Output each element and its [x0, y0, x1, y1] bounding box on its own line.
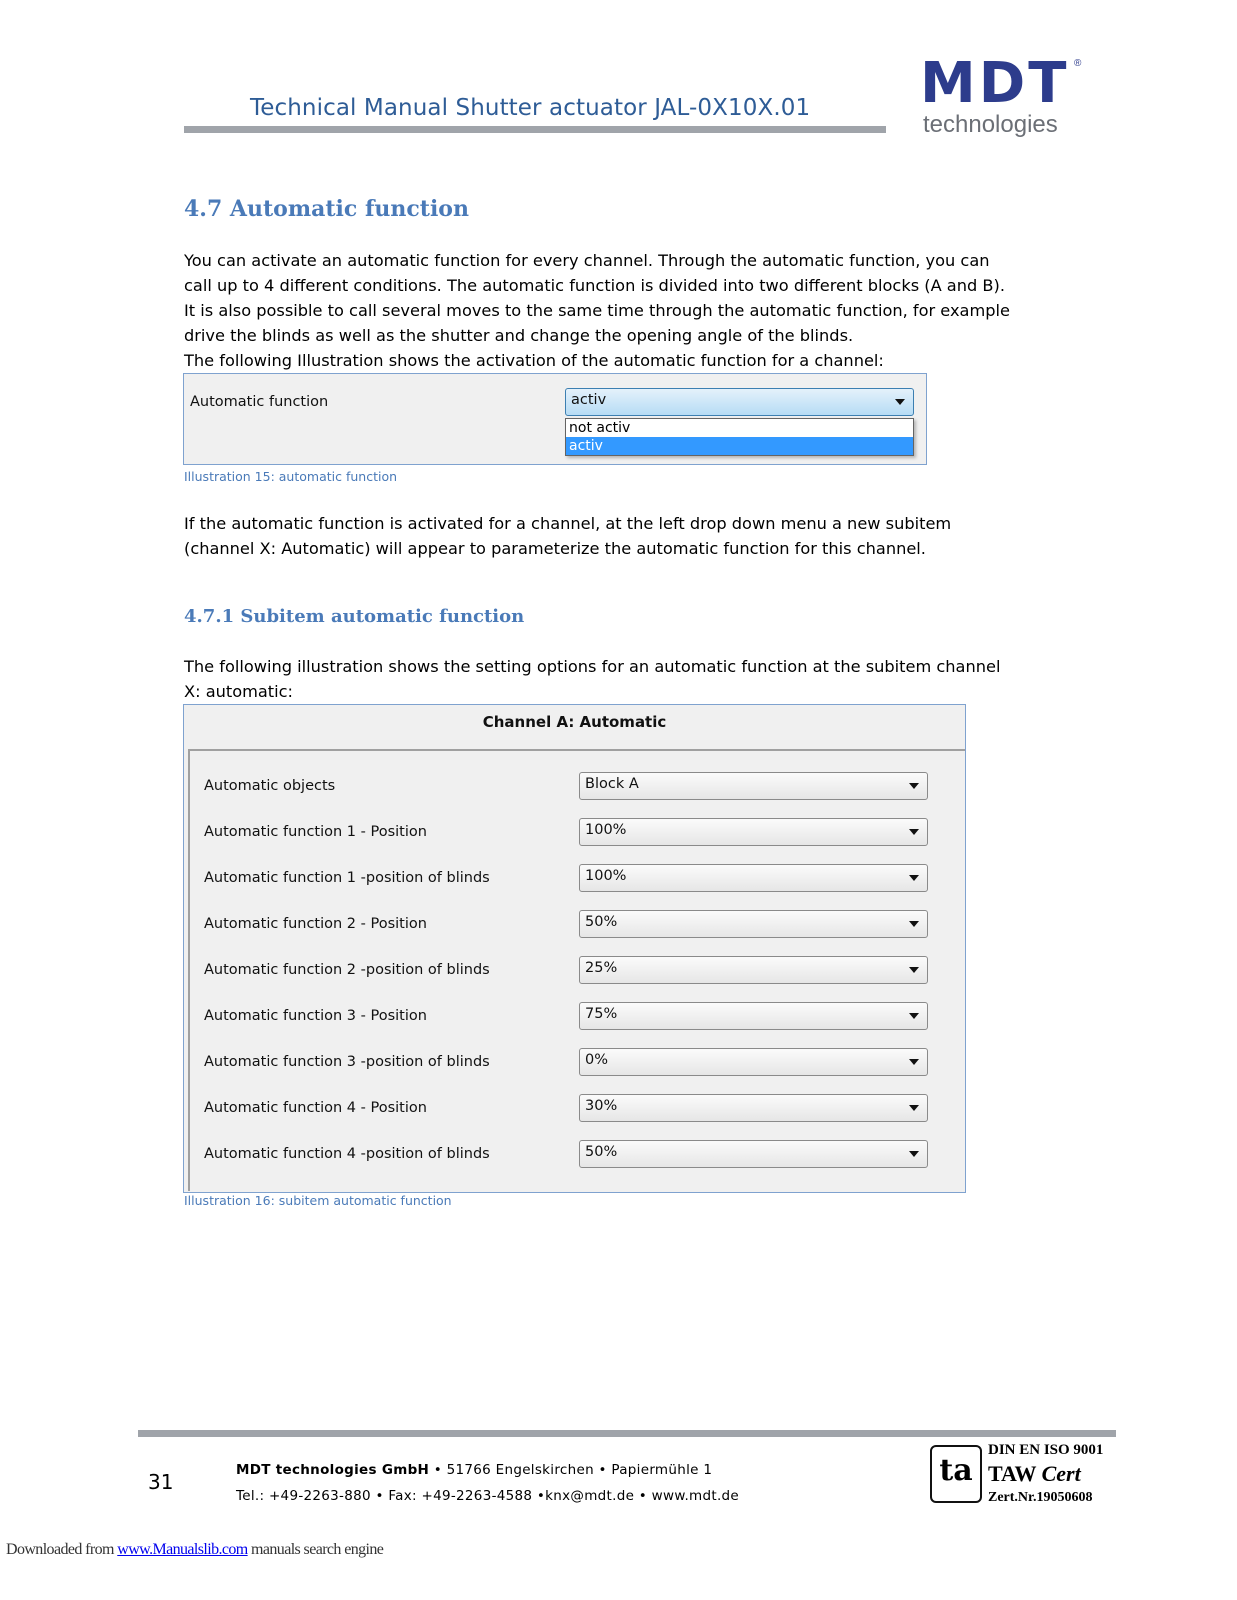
- chevron-down-icon[interactable]: [909, 1059, 919, 1065]
- download-suffix: manuals search engine: [247, 1541, 384, 1558]
- document-title: Technical Manual Shutter actuator JAL-0X10X.01: [250, 95, 811, 121]
- taw-logo-mark: ta: [939, 1453, 973, 1488]
- subsection-paragraph: [184, 654, 1044, 704]
- function3-position-select[interactable]: [579, 1002, 928, 1030]
- paragraph-line: If the automatic function is activated for a channel, at the left drop down menu a new subitem: [184, 514, 952, 533]
- chevron-down-icon[interactable]: [909, 875, 919, 881]
- parameter-label: Automatic function 1 - Position: [204, 824, 427, 840]
- chevron-down-icon[interactable]: [909, 829, 919, 835]
- paragraph-line: The following illustration shows the setting options for an automatic function at the subitem channel: [184, 657, 1001, 676]
- chevron-down-icon[interactable]: [909, 1105, 919, 1111]
- automatic-function-label: Automatic function: [190, 394, 329, 410]
- automatic-objects-select[interactable]: [579, 772, 928, 800]
- paragraph-line: The following Illustration shows the activation of the automatic function for a channel:: [184, 351, 884, 370]
- illustration-automatic-function: [183, 373, 927, 465]
- subsection-heading: 4.7.1 Subitem automatic function: [184, 606, 525, 627]
- function1-blinds-select[interactable]: [579, 864, 928, 892]
- download-notice: [6, 1541, 383, 1559]
- select-value: 30%: [585, 1098, 618, 1114]
- after-paragraph: [184, 511, 1044, 561]
- select-value: 100%: [585, 868, 627, 884]
- parameter-label: Automatic function 3 - Position: [204, 1008, 427, 1024]
- logo-mark: MDT: [920, 51, 1070, 116]
- chevron-down-icon[interactable]: [895, 399, 905, 405]
- select-value: 50%: [585, 914, 618, 930]
- select-value: 75%: [585, 1006, 618, 1022]
- automatic-function-select[interactable]: [565, 388, 914, 416]
- company-name: MDT technologies GmbH: [236, 1462, 430, 1478]
- select-value: activ: [571, 392, 607, 408]
- parameter-label: Automatic function 4 - Position: [204, 1100, 427, 1116]
- function3-blinds-select[interactable]: [579, 1048, 928, 1076]
- paragraph-line: It is also possible to call several moves to the same time through the automatic function, for example: [184, 301, 1010, 320]
- parameter-label: Automatic function 1 -position of blinds: [204, 870, 490, 886]
- footer-address: [236, 1462, 712, 1478]
- parameter-label: Automatic objects: [204, 778, 336, 794]
- manualslib-link[interactable]: www.Manualslib.com: [117, 1541, 248, 1558]
- paragraph-line: drive the blinds as well as the shutter and change the opening angle of the blinds.: [184, 326, 854, 345]
- download-prefix: Downloaded from: [6, 1541, 118, 1558]
- function4-position-select[interactable]: [579, 1094, 928, 1122]
- chevron-down-icon[interactable]: [909, 783, 919, 789]
- chevron-down-icon[interactable]: [909, 921, 919, 927]
- chevron-down-icon[interactable]: [909, 1151, 919, 1157]
- select-value: 100%: [585, 822, 627, 838]
- paragraph-line: You can activate an automatic function for every channel. Through the automatic function, you can: [184, 251, 990, 270]
- parameter-label: Automatic function 4 -position of blinds: [204, 1146, 490, 1162]
- function2-position-select[interactable]: [579, 910, 928, 938]
- chevron-down-icon[interactable]: [909, 1013, 919, 1019]
- select-value: 50%: [585, 1144, 618, 1160]
- footer-rule: [138, 1430, 1116, 1437]
- function1-position-select[interactable]: [579, 818, 928, 846]
- intro-paragraph: [184, 248, 1044, 373]
- mdt-logo: [920, 51, 1085, 142]
- paragraph-line: X: automatic:: [184, 682, 294, 701]
- illustration-caption: Illustration 15: automatic function: [184, 469, 398, 484]
- parameter-label: Automatic function 3 -position of blinds: [204, 1054, 490, 1070]
- parameter-panel: [188, 749, 965, 1191]
- taw-logo-icon: [930, 1445, 982, 1503]
- logo-registered-mark: ®: [1074, 58, 1082, 69]
- section-heading: 4.7 Automatic function: [184, 196, 469, 222]
- illustration-caption: Illustration 16: subitem automatic function: [184, 1193, 452, 1208]
- page-number: 31: [148, 1470, 174, 1494]
- function4-blinds-select[interactable]: [579, 1140, 928, 1168]
- chevron-down-icon[interactable]: [909, 967, 919, 973]
- dropdown-option-not-activ[interactable]: not activ: [569, 420, 631, 436]
- cert-number: Zert.Nr.19050608: [988, 1490, 1093, 1505]
- paragraph-line: (channel X: Automatic) will appear to parameterize the automatic function for this channel.: [184, 539, 926, 558]
- select-value: Block A: [585, 776, 639, 792]
- logo-subtitle: technologies: [923, 111, 1058, 138]
- parameter-label: Automatic function 2 -position of blinds: [204, 962, 490, 978]
- cert-standard: DIN EN ISO 9001: [988, 1442, 1104, 1458]
- panel-title: Channel A: Automatic: [482, 713, 667, 731]
- cert-issuer: TAW Cert: [988, 1461, 1081, 1486]
- parameter-label: Automatic function 2 - Position: [204, 916, 427, 932]
- paragraph-line: call up to 4 different conditions. The automatic function is divided into two different blocks (A and B).: [184, 276, 1005, 295]
- footer-contact: Tel.: +49-2263-880 • Fax: +49-2263-4588 •knx@mdt.de • www.mdt.de: [236, 1488, 740, 1504]
- company-address: • 51766 Engelskirchen • Papiermühle 1: [429, 1462, 713, 1478]
- illustration-channel-automatic: [183, 704, 966, 1193]
- select-value: 25%: [585, 960, 618, 976]
- function2-blinds-select[interactable]: [579, 956, 928, 984]
- dropdown-option-activ[interactable]: activ: [566, 437, 913, 455]
- iso-certificate: [930, 1440, 1115, 1510]
- header-rule: [184, 126, 886, 133]
- dropdown-list[interactable]: [565, 418, 914, 456]
- select-value: 0%: [585, 1052, 609, 1068]
